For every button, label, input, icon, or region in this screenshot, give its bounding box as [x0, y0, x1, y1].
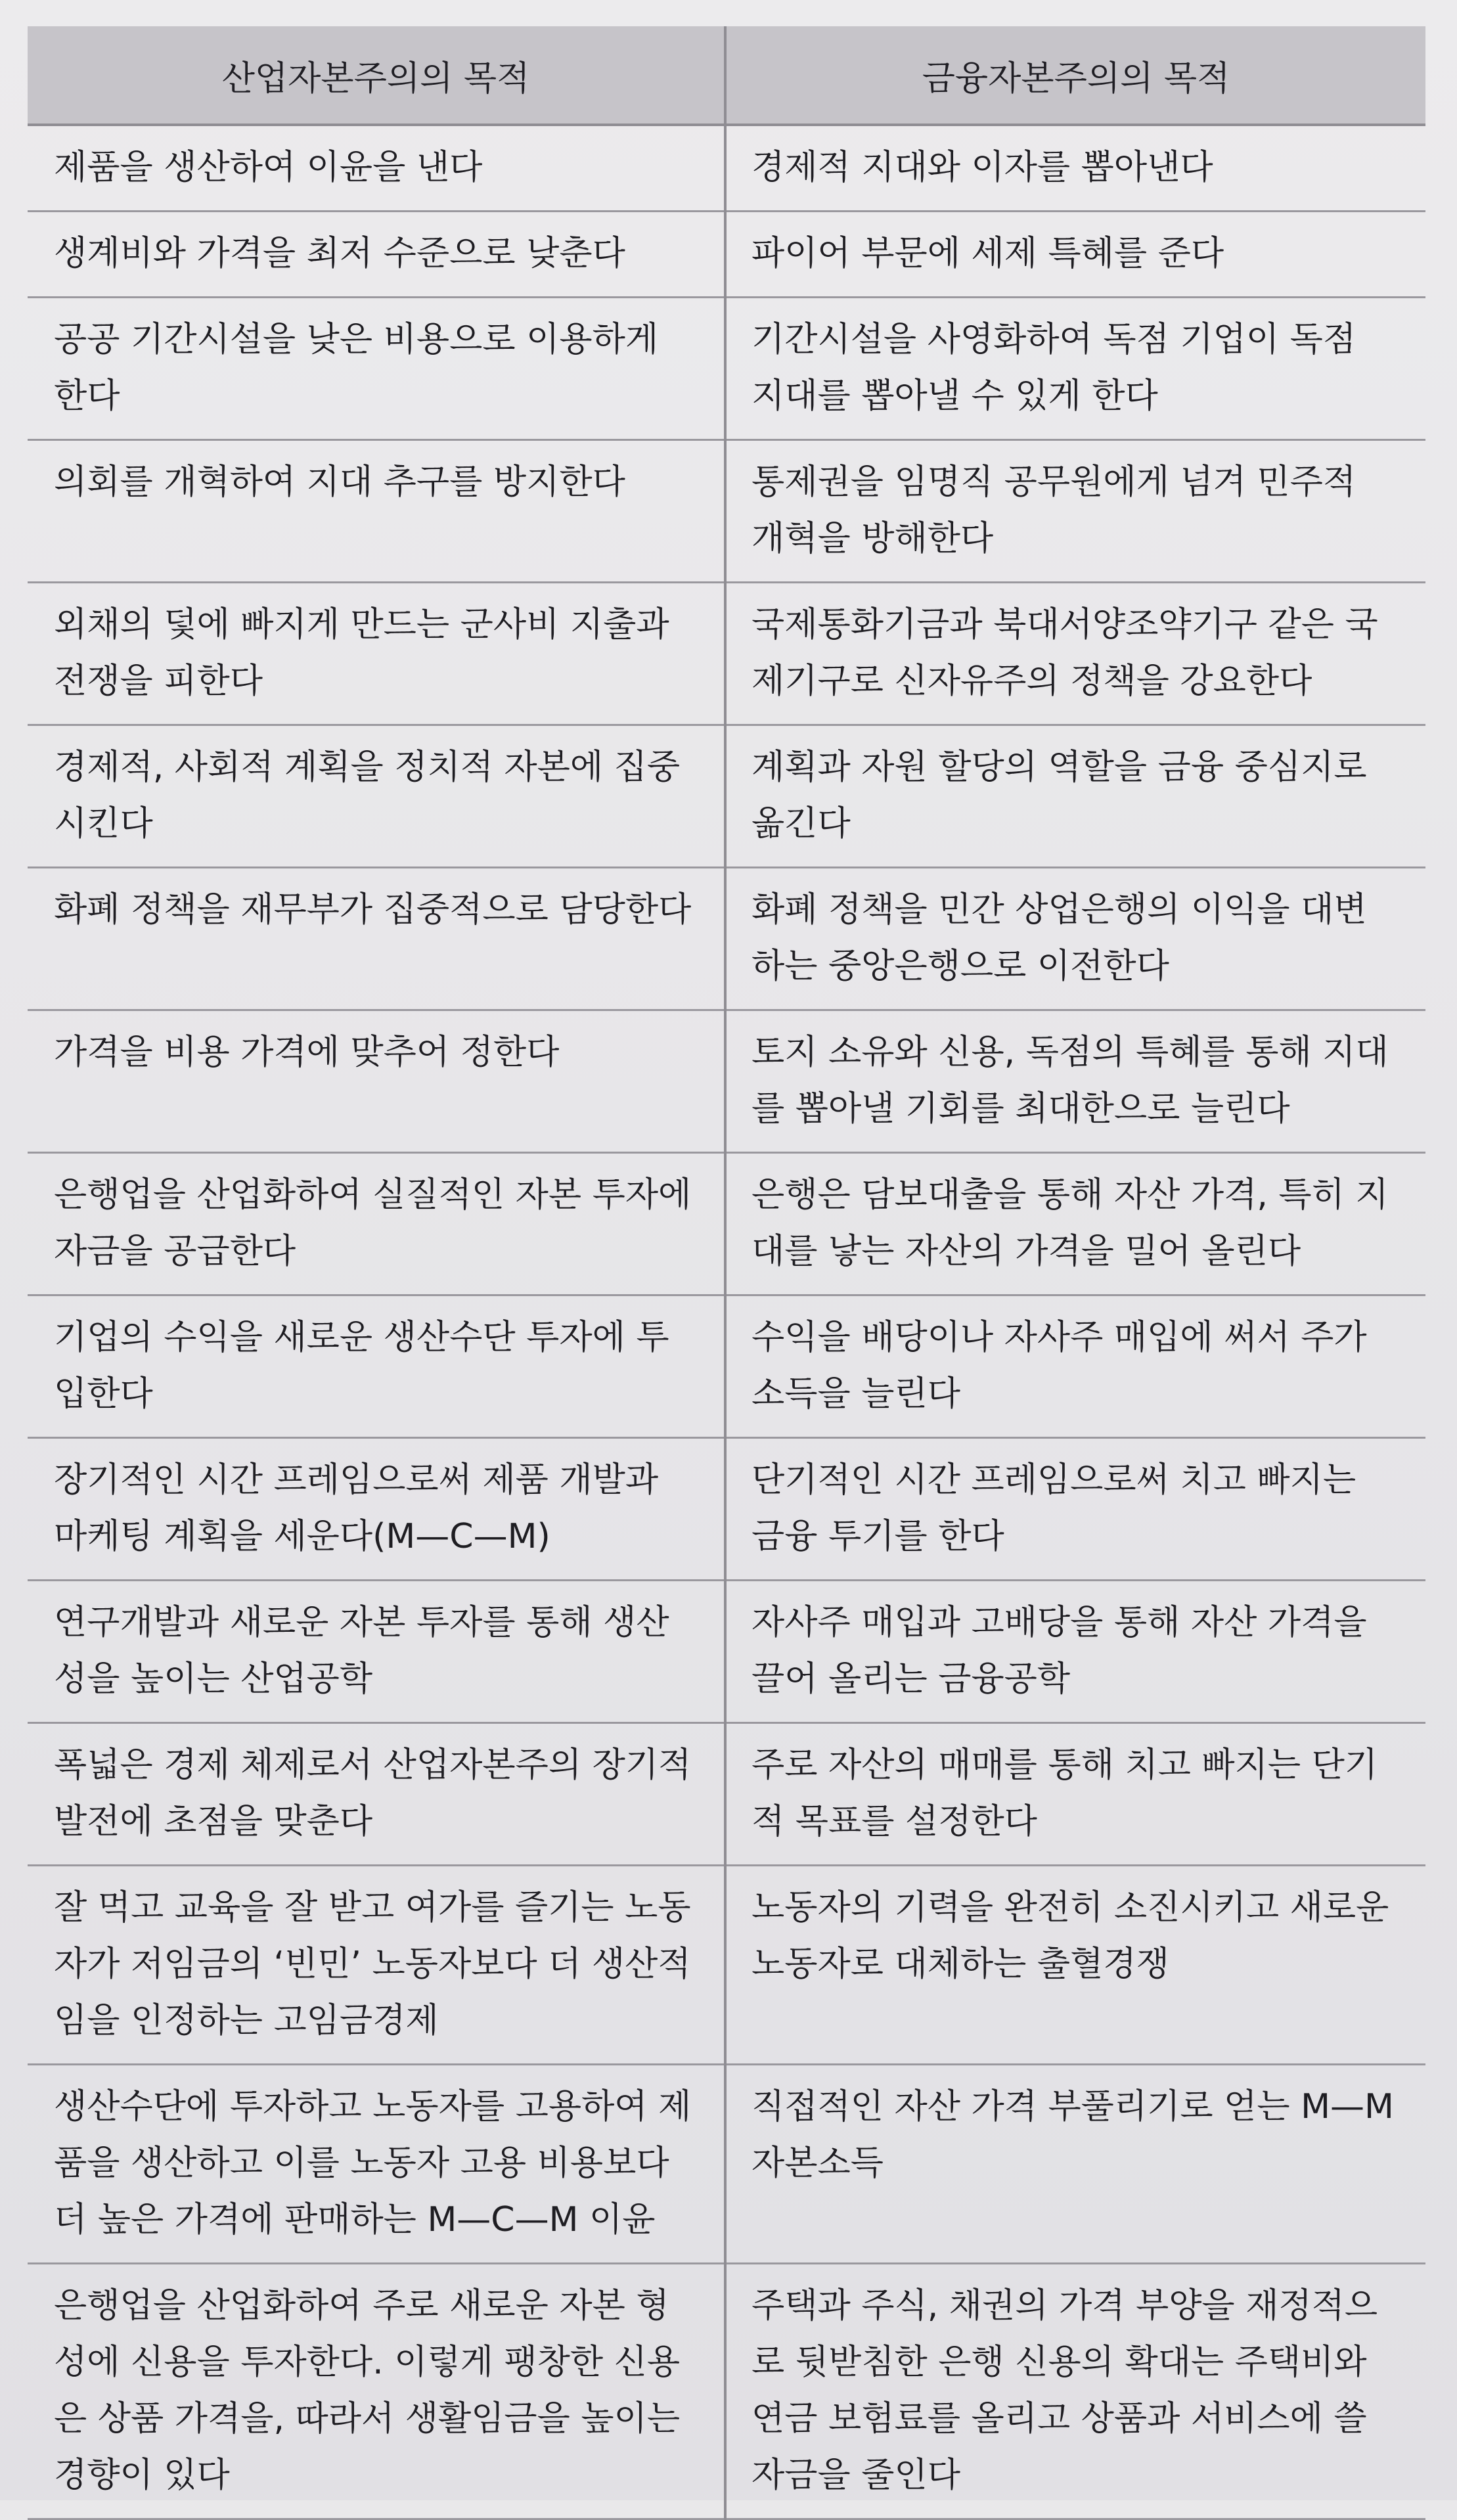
financial-capitalism-cell: 수익을 배당이나 자사주 매입에 써서 주가 소득을 늘린다: [725, 1295, 1425, 1438]
industrial-capitalism-cell: 화폐 정책을 재무부가 집중적으로 담당한다: [28, 868, 725, 1010]
industrial-capitalism-cell: 제품을 생산하여 이윤을 낸다: [28, 125, 725, 212]
industrial-capitalism-cell: 의회를 개혁하여 지대 추구를 방지한다: [28, 440, 725, 583]
financial-capitalism-cell: 주택과 주식, 채권의 가격 부양을 재정적으 로 뒷받침한 은행 신용의 확대는 주택비와 연금 보험료를 올리고 상품과 서비스에 쓸 자금을 줄인다: [725, 2264, 1425, 2519]
financial-capitalism-cell: 주로 자산의 매매를 통해 치고 빠지는 단기 적 목표를 설정한다: [725, 1723, 1425, 1866]
financial-capitalism-cell: 파이어 부문에 세제 특혜를 준다: [725, 212, 1425, 298]
table-row: [28, 1010, 1425, 1153]
industrial-capitalism-cell: 잘 먹고 교육을 잘 받고 여가를 즐기는 노동 자가 저임금의 ‘빈민’ 노동자보다 더 생산적 임을 인정하는 고임금경제: [28, 1866, 725, 2065]
industrial-capitalism-cell: 경제적, 사회적 계획을 정치적 자본에 집중 시킨다: [28, 725, 725, 868]
financial-capitalism-cell: 직접적인 자산 가격 부풀리기로 얻는 M—M 자본소득: [725, 2065, 1425, 2264]
table-row: [28, 1723, 1425, 1866]
table-row: [28, 1295, 1425, 1438]
industrial-capitalism-cell: 장기적인 시간 프레임으로써 제품 개발과 마케팅 계획을 세운다(M—C—M): [28, 1438, 725, 1581]
industrial-capitalism-cell: 가격을 비용 가격에 맞추어 정한다: [28, 1010, 725, 1153]
table-row: [28, 868, 1425, 1010]
table-row: [28, 583, 1425, 725]
industrial-capitalism-cell: 공공 기간시설을 낮은 비용으로 이용하게 한다: [28, 298, 725, 440]
table-row: [28, 1866, 1425, 2065]
industrial-capitalism-cell: 연구개발과 새로운 자본 투자를 통해 생산 성을 높이는 산업공학: [28, 1581, 725, 1723]
table-row: [28, 298, 1425, 440]
financial-capitalism-cell: 자사주 매입과 고배당을 통해 자산 가격을 끌어 올리는 금융공학: [725, 1581, 1425, 1723]
table-row: [28, 1153, 1425, 1295]
financial-capitalism-cell: 통제권을 임명직 공무원에게 넘겨 민주적 개혁을 방해한다: [725, 440, 1425, 583]
industrial-capitalism-cell: 폭넓은 경제 체제로서 산업자본주의 장기적 발전에 초점을 맞춘다: [28, 1723, 725, 1866]
table-row: [28, 212, 1425, 298]
industrial-capitalism-cell: 은행업을 산업화하여 주로 새로운 자본 형 성에 신용을 투자한다. 이렇게 팽창한 신용 은 상품 가격을, 따라서 생활임금을 높이는 경향이 있다: [28, 2264, 725, 2519]
financial-capitalism-cell: 화폐 정책을 민간 상업은행의 이익을 대변 하는 중앙은행으로 이전한다: [725, 868, 1425, 1010]
financial-capitalism-cell: 기간시설을 사영화하여 독점 기업이 독점 지대를 뽑아낼 수 있게 한다: [725, 298, 1425, 440]
industrial-capitalism-cell: 은행업을 산업화하여 실질적인 자본 투자에 자금을 공급한다: [28, 1153, 725, 1295]
industrial-capitalism-cell: 생계비와 가격을 최저 수준으로 낮춘다: [28, 212, 725, 298]
financial-capitalism-cell: 토지 소유와 신용, 독점의 특혜를 통해 지대 를 뽑아낼 기회를 최대한으로 늘린다: [725, 1010, 1425, 1153]
financial-capitalism-cell: 은행은 담보대출을 통해 자산 가격, 특히 지 대를 낳는 자산의 가격을 밀어 올린다: [725, 1153, 1425, 1295]
financial-capitalism-cell: 국제통화기금과 북대서양조약기구 같은 국 제기구로 신자유주의 정책을 강요한다: [725, 583, 1425, 725]
header-financial-capitalism: 금융자본주의의 목적: [725, 26, 1425, 125]
comparison-table: [28, 26, 1425, 2520]
table-row: [28, 1581, 1425, 1723]
financial-capitalism-cell: 단기적인 시간 프레임으로써 치고 빠지는 금융 투기를 한다: [725, 1438, 1425, 1581]
industrial-capitalism-cell: 기업의 수익을 새로운 생산수단 투자에 투 입한다: [28, 1295, 725, 1438]
table-row: [28, 125, 1425, 212]
financial-capitalism-cell: 계획과 자원 할당의 역할을 금융 중심지로 옮긴다: [725, 725, 1425, 868]
header-industrial-capitalism: 산업자본주의의 목적: [28, 26, 725, 125]
table-row: [28, 2065, 1425, 2264]
table-row: [28, 440, 1425, 583]
financial-capitalism-cell: 노동자의 기력을 완전히 소진시키고 새로운 노동자로 대체하는 출혈경쟁: [725, 1866, 1425, 2065]
industrial-capitalism-cell: 외채의 덫에 빠지게 만드는 군사비 지출과 전쟁을 피한다: [28, 583, 725, 725]
table-row: [28, 725, 1425, 868]
table-header-row: [28, 26, 1425, 125]
table-row: [28, 1438, 1425, 1581]
financial-capitalism-cell: 경제적 지대와 이자를 뽑아낸다: [725, 125, 1425, 212]
table-row: [28, 2264, 1425, 2519]
industrial-capitalism-cell: 생산수단에 투자하고 노동자를 고용하여 제 품을 생산하고 이를 노동자 고용 비용보다 더 높은 가격에 판매하는 M—C—M 이윤: [28, 2065, 725, 2264]
